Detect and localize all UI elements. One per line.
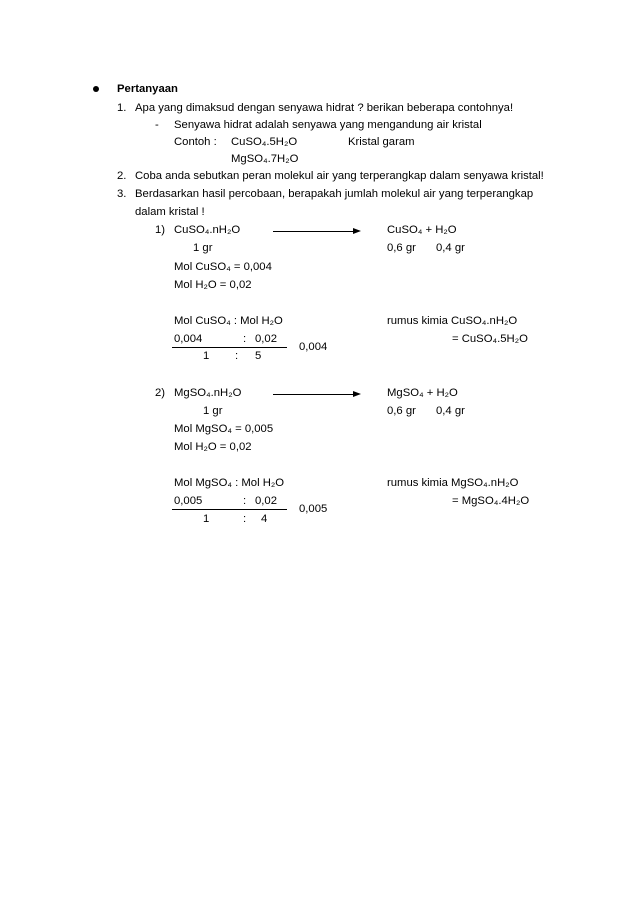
part1-mol-water: Mol H₂O = 0,02 <box>174 279 252 291</box>
q3-number: 3. <box>117 188 127 200</box>
part2-formula-result: = MgSO₄.4H₂O <box>452 495 530 507</box>
q1-answer: Senyawa hidrat adalah senyawa yang mengandung air kristal <box>174 119 482 131</box>
part1-division-line <box>172 347 287 348</box>
part2-mol-salt: Mol MgSO₄ = 0,005 <box>174 423 274 435</box>
part1-product-mass-1: 0,6 gr <box>387 242 416 254</box>
part1-formula-result: = CuSO₄.5H₂O <box>452 333 528 345</box>
q1-example-1-note: Kristal garam <box>348 136 415 148</box>
part1-reactant: CuSO₄.nH₂O <box>174 224 241 236</box>
q1-text: Apa yang dimaksud dengan senyawa hidrat ? berikan beberapa contohnya! <box>135 102 514 114</box>
part2-divisor: 0,005 <box>299 503 328 515</box>
heading: Pertanyaan <box>117 83 178 95</box>
part1-product-mass-2: 0,4 gr <box>436 242 465 254</box>
part2-product-mass-2: 0,4 gr <box>436 405 465 417</box>
part2-ratio-values-colon: : <box>243 495 247 507</box>
q1-example-2: MgSO₄.7H₂O <box>231 153 299 165</box>
q1-number: 1. <box>117 102 127 114</box>
q1-dash: - <box>155 119 159 131</box>
part2-ratio-values-left: 0,005 <box>174 495 203 507</box>
part2-ratio-result-colon: : <box>243 513 247 525</box>
part2-formula-label: rumus kimia MgSO₄.nH₂O <box>387 477 519 489</box>
part2-reaction-arrow <box>273 394 355 395</box>
q3-text-line2: dalam kristal ! <box>135 206 205 218</box>
part1-reactant-mass: 1 gr <box>193 242 213 254</box>
part2-arrow-head-icon <box>353 391 361 397</box>
part1-ratio-result-left: 1 <box>203 350 210 362</box>
part2-reactant-mass: 1 gr <box>203 405 223 417</box>
part2-reactant: MgSO₄.nH₂O <box>174 387 242 399</box>
part1-divisor: 0,004 <box>299 341 328 353</box>
part2-ratio-result-right: 4 <box>261 513 268 525</box>
part2-ratio-result-left: 1 <box>203 513 210 525</box>
part1-ratio-result-colon: : <box>235 350 239 362</box>
part1-product: CuSO₄ + H₂O <box>387 224 457 236</box>
bullet-icon <box>93 86 99 92</box>
part2-ratio-header: Mol MgSO₄ : Mol H₂O <box>174 477 285 489</box>
part2-division-line <box>172 509 287 510</box>
q2-text: Coba anda sebutkan peran molekul air yang terperangkap dalam senyawa kristal! <box>135 170 544 182</box>
q1-example-label: Contoh : <box>174 136 217 148</box>
part1-number: 1) <box>155 224 166 236</box>
part1-mol-salt: Mol CuSO₄ = 0,004 <box>174 261 272 273</box>
part2-product: MgSO₄ + H₂O <box>387 387 458 399</box>
part2-product-mass-1: 0,6 gr <box>387 405 416 417</box>
part1-reaction-arrow <box>273 231 355 232</box>
part1-formula-label: rumus kimia CuSO₄.nH₂O <box>387 315 518 327</box>
q1-example-1: CuSO₄.5H₂O <box>231 136 298 148</box>
part2-ratio-values-right: 0,02 <box>255 495 277 507</box>
part1-ratio-values-right: 0,02 <box>255 333 277 345</box>
part1-ratio-header: Mol CuSO₄ : Mol H₂O <box>174 315 283 327</box>
q2-number: 2. <box>117 170 127 182</box>
part2-mol-water: Mol H₂O = 0,02 <box>174 441 252 453</box>
part1-ratio-values-colon: : <box>243 333 247 345</box>
part2-number: 2) <box>155 387 166 399</box>
part1-arrow-head-icon <box>353 228 361 234</box>
q3-text-line1: Berdasarkan hasil percobaan, berapakah jumlah molekul air yang terperangkap <box>135 188 534 200</box>
part1-ratio-result-right: 5 <box>255 350 262 362</box>
part1-ratio-values-left: 0,004 <box>174 333 203 345</box>
